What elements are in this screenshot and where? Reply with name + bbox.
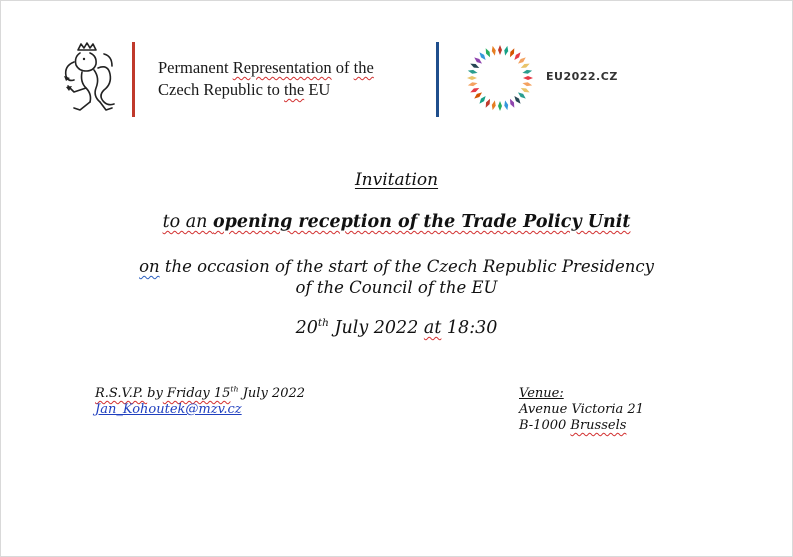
- occasion-text: [0, 256, 793, 298]
- logo-diamond: [491, 45, 497, 56]
- logo-diamond: [508, 98, 516, 109]
- logo-diamond: [520, 62, 531, 70]
- rsvp-email-link[interactable]: Jan_Kohoutek@mzv.cz: [95, 402, 242, 417]
- organization-name: [158, 57, 374, 101]
- venue-city: B-1000 Brussels: [519, 418, 627, 433]
- logo-diamond: [520, 86, 531, 94]
- eu2022-presidency-logo: [464, 42, 536, 114]
- logo-diamond: [503, 100, 509, 111]
- logo-diamond: [522, 69, 533, 75]
- czech-lion-emblem: [54, 40, 120, 120]
- reception-name: opening reception of the Trade Policy Unit: [212, 212, 631, 232]
- invitation-title: Invitation: [354, 170, 439, 190]
- logo-diamond: [523, 76, 533, 80]
- logo-diamond: [484, 98, 492, 109]
- occasion-line-1: on the occasion of the start of the Czech Republic Presidency: [139, 257, 654, 276]
- org-line-1: Permanent Representation of the: [158, 58, 374, 77]
- event-date: 20th July 2022 at 18:30: [295, 317, 498, 338]
- venue-street: Avenue Victoria 21: [519, 402, 644, 417]
- logo-diamond: [491, 100, 497, 111]
- logo-diamond: [484, 47, 492, 58]
- logo-diamond: [469, 86, 480, 94]
- org-line-2: Czech Republic to the EU: [158, 80, 331, 99]
- occasion-line-2: of the Council of the EU: [295, 278, 498, 297]
- venue-block: [519, 386, 644, 434]
- logo-diamond: [522, 81, 533, 87]
- logo-diamond: [503, 45, 509, 56]
- divider-red: [132, 42, 135, 117]
- logo-diamond: [508, 47, 516, 58]
- logo-diamond: [469, 62, 480, 70]
- venue-label: Venue:: [519, 386, 564, 401]
- eu2022-logo-text: EU2022.CZ: [546, 70, 618, 83]
- reception-line: to an opening reception of the Trade Policy Unit: [162, 212, 631, 232]
- divider-blue: [436, 42, 439, 117]
- logo-diamond: [467, 76, 477, 80]
- logo-diamond: [498, 45, 502, 55]
- logo-diamond: [467, 69, 478, 75]
- logo-diamond: [467, 81, 478, 87]
- rsvp-block: [95, 386, 305, 418]
- logo-diamond: [498, 101, 502, 111]
- rsvp-line: R.S.V.P. by Friday 15th July 2022: [95, 384, 306, 401]
